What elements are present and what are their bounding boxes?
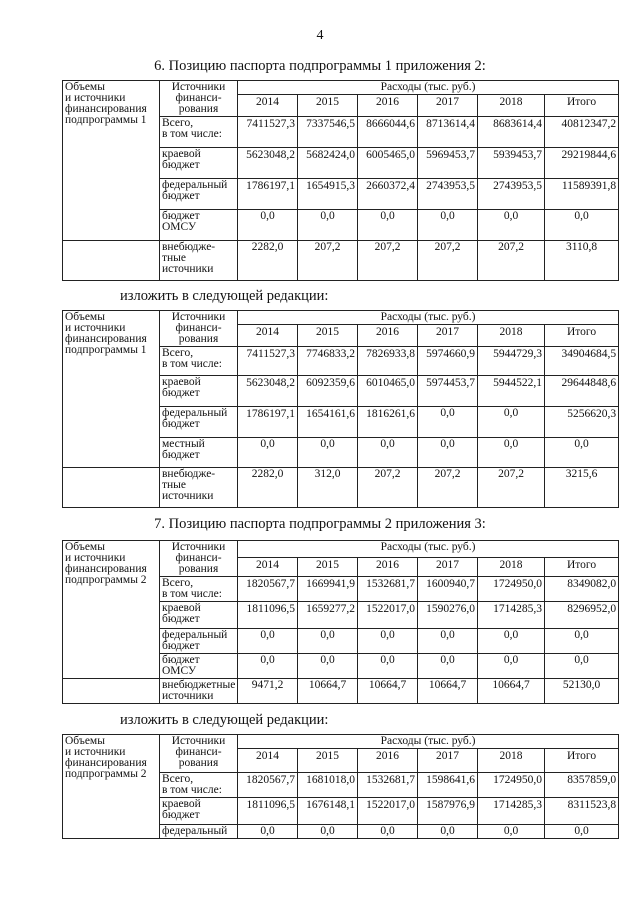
cell-value: 0,0 bbox=[545, 629, 619, 654]
cell-value: 8311523,8 bbox=[545, 798, 619, 825]
expenses-header: Расходы (тыс. руб.) bbox=[238, 311, 619, 325]
cell-value: 0,0 bbox=[298, 654, 358, 679]
year-header: 2015 bbox=[298, 325, 358, 347]
cell-value: 10664,7 bbox=[298, 679, 358, 704]
cell-value: 10664,7 bbox=[358, 679, 418, 704]
cell-value: 0,0 bbox=[238, 438, 298, 468]
row-label: федеральный bbox=[160, 825, 238, 839]
year-header: 2015 bbox=[298, 95, 358, 117]
year-header: 2017 bbox=[418, 325, 478, 347]
expenses-header: Расходы (тыс. руб.) bbox=[238, 541, 619, 558]
year-header: 2016 bbox=[358, 749, 418, 773]
sources-header: Источники финанси- рования bbox=[160, 735, 238, 773]
year-header: 2015 bbox=[298, 558, 358, 577]
cell-value: 8666044,6 bbox=[358, 117, 418, 148]
cell-value: 0,0 bbox=[478, 407, 545, 438]
total-header: Итого bbox=[545, 325, 619, 347]
cell-value: 0,0 bbox=[418, 629, 478, 654]
row-label: внебюдже- тные источники bbox=[160, 241, 238, 281]
year-header: 2014 bbox=[238, 95, 298, 117]
cell-value: 1522017,0 bbox=[358, 798, 418, 825]
cell-value: 0,0 bbox=[238, 654, 298, 679]
row-label: Всего, в том числе: bbox=[160, 577, 238, 602]
cell-value: 5969453,7 bbox=[418, 148, 478, 179]
row-label: краевой бюджет bbox=[160, 376, 238, 407]
cell-value: 0,0 bbox=[358, 654, 418, 679]
cell-value: 5623048,2 bbox=[238, 148, 298, 179]
cell-value: 1532681,7 bbox=[358, 577, 418, 602]
cell-value: 0,0 bbox=[418, 407, 478, 438]
year-header: 2014 bbox=[238, 558, 298, 577]
cell-value: 1724950,0 bbox=[478, 773, 545, 798]
cell-value: 11589391,8 bbox=[545, 179, 619, 210]
cell-value: 0,0 bbox=[418, 438, 478, 468]
year-header: 2018 bbox=[478, 95, 545, 117]
row-label: Всего, в том числе: bbox=[160, 773, 238, 798]
cell-value: 8349082,0 bbox=[545, 577, 619, 602]
row-label: федеральный бюджет bbox=[160, 179, 238, 210]
cell-value: 1724950,0 bbox=[478, 577, 545, 602]
cell-value: 207,2 bbox=[298, 241, 358, 281]
cell-value: 312,0 bbox=[298, 468, 358, 508]
cell-value: 0,0 bbox=[238, 825, 298, 839]
cell-value: 0,0 bbox=[298, 629, 358, 654]
cell-value: 1811096,5 bbox=[238, 602, 298, 629]
sources-header: Источники финанси- рования bbox=[160, 81, 238, 117]
cell-value: 0,0 bbox=[298, 825, 358, 839]
volume-label: Объемы и источники финансирования подпрограммы 1 bbox=[63, 311, 160, 468]
volume-label: Объемы и источники финансирования подпрограммы 2 bbox=[63, 735, 160, 839]
subheading-replace-1: изложить в следующей редакции: bbox=[120, 288, 329, 304]
subprogram-2-old-table bbox=[62, 540, 619, 704]
cell-value: 8683614,4 bbox=[478, 117, 545, 148]
cell-value: 6005465,0 bbox=[358, 148, 418, 179]
cell-value: 0,0 bbox=[545, 654, 619, 679]
cell-value: 1676148,1 bbox=[298, 798, 358, 825]
cell-value: 0,0 bbox=[545, 825, 619, 839]
cell-value: 0,0 bbox=[545, 438, 619, 468]
cell-value: 0,0 bbox=[238, 210, 298, 241]
cell-value: 0,0 bbox=[478, 629, 545, 654]
row-label: внебюдже- тные источники bbox=[160, 468, 238, 508]
cell-value: 7337546,5 bbox=[298, 117, 358, 148]
year-header: 2017 bbox=[418, 558, 478, 577]
cell-value: 5944522,1 bbox=[478, 376, 545, 407]
cell-value: 0,0 bbox=[478, 654, 545, 679]
row-label: федеральный бюджет bbox=[160, 407, 238, 438]
cell-value: 2743953,5 bbox=[478, 179, 545, 210]
cell-value: 0,0 bbox=[238, 629, 298, 654]
table-row bbox=[63, 468, 619, 508]
cell-value: 1587976,9 bbox=[418, 798, 478, 825]
cell-value: 7826933,8 bbox=[358, 347, 418, 376]
year-header: 2016 bbox=[358, 95, 418, 117]
cell-value: 207,2 bbox=[358, 468, 418, 508]
row-label: бюджет ОМСУ bbox=[160, 654, 238, 679]
cell-value: 0,0 bbox=[298, 210, 358, 241]
cell-value: 34904684,5 bbox=[545, 347, 619, 376]
cell-value: 8713614,4 bbox=[418, 117, 478, 148]
cell-value: 29219844,6 bbox=[545, 148, 619, 179]
volume-label: Объемы и источники финансирования подпрограммы 1 bbox=[63, 81, 160, 241]
cell-value: 0,0 bbox=[418, 210, 478, 241]
cell-value: 207,2 bbox=[478, 241, 545, 281]
cell-value: 3215,6 bbox=[545, 468, 619, 508]
cell-value: 5623048,2 bbox=[238, 376, 298, 407]
year-header: 2015 bbox=[298, 749, 358, 773]
cell-value: 7746833,2 bbox=[298, 347, 358, 376]
cell-value: 5974660,9 bbox=[418, 347, 478, 376]
volume-label: Объемы и источники финансирования подпрограммы 2 bbox=[63, 541, 160, 679]
table-row bbox=[63, 241, 619, 281]
section-7-heading: 7. Позицию паспорта подпрограммы 2 приложения 3: bbox=[154, 516, 486, 532]
row-label: Всего, в том числе: bbox=[160, 347, 238, 376]
subprogram-1-new-table bbox=[62, 310, 619, 508]
cell-value: 1820567,7 bbox=[238, 577, 298, 602]
table-row bbox=[63, 679, 619, 704]
expenses-header: Расходы (тыс. руб.) bbox=[238, 81, 619, 95]
cell-value: 5944729,3 bbox=[478, 347, 545, 376]
cell-value: 7411527,3 bbox=[238, 117, 298, 148]
cell-value: 5974453,7 bbox=[418, 376, 478, 407]
row-label: федеральный бюджет bbox=[160, 629, 238, 654]
cell-value: 0,0 bbox=[545, 210, 619, 241]
cell-value: 1714285,3 bbox=[478, 798, 545, 825]
cell-value: 5682424,0 bbox=[298, 148, 358, 179]
row-label: местный бюджет bbox=[160, 438, 238, 468]
total-header: Итого bbox=[545, 95, 619, 117]
cell-value: 2282,0 bbox=[238, 468, 298, 508]
cell-value: 1532681,7 bbox=[358, 773, 418, 798]
cell-value: 0,0 bbox=[358, 825, 418, 839]
cell-value: 2282,0 bbox=[238, 241, 298, 281]
subprogram-2-new-table bbox=[62, 734, 619, 839]
row-label: краевой бюджет bbox=[160, 602, 238, 629]
year-header: 2017 bbox=[418, 95, 478, 117]
cell-value: 1522017,0 bbox=[358, 602, 418, 629]
cell-value: 3110,8 bbox=[545, 241, 619, 281]
cell-value: 1598641,6 bbox=[418, 773, 478, 798]
sources-header: Источники финанси- рования bbox=[160, 311, 238, 347]
sources-header: Источники финанси- рования bbox=[160, 541, 238, 577]
cell-value: 0,0 bbox=[478, 825, 545, 839]
cell-value: 0,0 bbox=[418, 654, 478, 679]
subheading-replace-2: изложить в следующей редакции: bbox=[120, 712, 329, 728]
cell-value: 1600940,7 bbox=[418, 577, 478, 602]
cell-value: 1654915,3 bbox=[298, 179, 358, 210]
cell-value: 10664,7 bbox=[418, 679, 478, 704]
cell-value: 6092359,6 bbox=[298, 376, 358, 407]
page-number: 4 bbox=[316, 28, 324, 43]
total-header: Итого bbox=[545, 558, 619, 577]
cell-value: 1654161,6 bbox=[298, 407, 358, 438]
cell-value: 0,0 bbox=[358, 210, 418, 241]
row-label: краевой бюджет bbox=[160, 148, 238, 179]
cell-value: 1714285,3 bbox=[478, 602, 545, 629]
year-header: 2018 bbox=[478, 749, 545, 773]
year-header: 2017 bbox=[418, 749, 478, 773]
cell-value: 10664,7 bbox=[478, 679, 545, 704]
cell-value: 8357859,0 bbox=[545, 773, 619, 798]
cell-value: 1820567,7 bbox=[238, 773, 298, 798]
row-label: внебюджетные источники bbox=[160, 679, 238, 704]
cell-value: 2743953,5 bbox=[418, 179, 478, 210]
cell-value: 1811096,5 bbox=[238, 798, 298, 825]
year-header: 2014 bbox=[238, 749, 298, 773]
cell-value: 0,0 bbox=[478, 210, 545, 241]
cell-value: 40812347,2 bbox=[545, 117, 619, 148]
cell-value: 207,2 bbox=[418, 468, 478, 508]
section-6-heading: 6. Позицию паспорта подпрограммы 1 приложения 2: bbox=[154, 58, 486, 74]
year-header: 2018 bbox=[478, 558, 545, 577]
cell-value: 9471,2 bbox=[238, 679, 298, 704]
year-header: 2016 bbox=[358, 558, 418, 577]
cell-value: 52130,0 bbox=[545, 679, 619, 704]
cell-value: 1659277,2 bbox=[298, 602, 358, 629]
cell-value: 2660372,4 bbox=[358, 179, 418, 210]
row-label: бюджет ОМСУ bbox=[160, 210, 238, 241]
cell-value: 0,0 bbox=[358, 629, 418, 654]
cell-value: 1669941,9 bbox=[298, 577, 358, 602]
cell-value: 5939453,7 bbox=[478, 148, 545, 179]
cell-value: 0,0 bbox=[358, 438, 418, 468]
cell-value: 1816261,6 bbox=[358, 407, 418, 438]
cell-value: 7411527,3 bbox=[238, 347, 298, 376]
cell-value: 6010465,0 bbox=[358, 376, 418, 407]
cell-value: 1786197,1 bbox=[238, 407, 298, 438]
cell-value: 0,0 bbox=[418, 825, 478, 839]
cell-value: 1590276,0 bbox=[418, 602, 478, 629]
cell-value: 1786197,1 bbox=[238, 179, 298, 210]
cell-value: 1681018,0 bbox=[298, 773, 358, 798]
cell-value: 8296952,0 bbox=[545, 602, 619, 629]
cell-value: 0,0 bbox=[478, 438, 545, 468]
year-header: 2014 bbox=[238, 325, 298, 347]
cell-value: 5256620,3 bbox=[545, 407, 619, 438]
subprogram-1-old-table bbox=[62, 80, 619, 281]
row-label: Всего, в том числе: bbox=[160, 117, 238, 148]
cell-value: 0,0 bbox=[298, 438, 358, 468]
cell-value: 207,2 bbox=[418, 241, 478, 281]
total-header: Итого bbox=[545, 749, 619, 773]
cell-value: 207,2 bbox=[478, 468, 545, 508]
cell-value: 207,2 bbox=[358, 241, 418, 281]
year-header: 2016 bbox=[358, 325, 418, 347]
row-label: краевой бюджет bbox=[160, 798, 238, 825]
cell-value: 29644848,6 bbox=[545, 376, 619, 407]
expenses-header: Расходы (тыс. руб.) bbox=[238, 735, 619, 749]
year-header: 2018 bbox=[478, 325, 545, 347]
